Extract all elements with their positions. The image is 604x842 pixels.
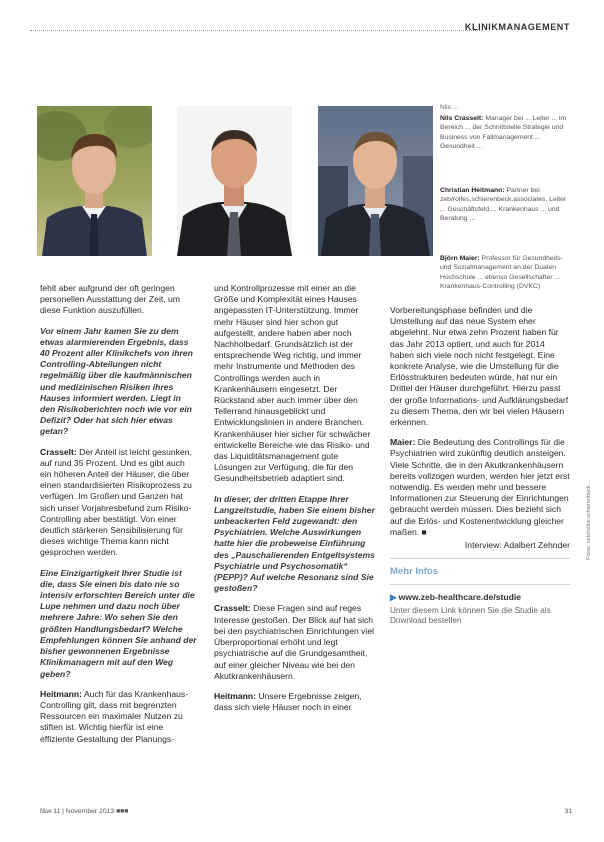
- caption-label: Nils ...: [440, 104, 459, 111]
- portrait-photo-3: [318, 106, 433, 256]
- caption-text: Partner bei zeb/rolfes.schierenbeck.associates, Leiter ... Geschäftsfeld ... Krankenhaus ... und Beratung ...: [440, 187, 567, 222]
- interviewer-credit: Interview: Adalbert Zehnder: [464, 540, 570, 551]
- caption-maier: [440, 254, 572, 291]
- interview-answer: [40, 447, 198, 559]
- interview-answer: [214, 691, 377, 713]
- arrow-right-icon: ▶: [390, 592, 397, 603]
- caption-heitmann: [440, 186, 572, 223]
- end-mark: ■: [421, 526, 427, 537]
- paragraph: und Kontrollprozesse mit einer an die Größe und Komplexität eines Hauses angepassten IT-Unterstützung. Immer mehr Häuser sind hier schon gut aufgestellt, andere haben aber noch Nachholbedarf. Grundsätzlich ist der entsprechende Weg richtig, und immer mehr Instrumente und Methoden des Controllings werden auch in Krankenhäusern eingesetzt. Der Rückstand aber auch immer über den Tellerrand hinausgeblickt und Entwicklungslinien in andere Branchen. Krankenhäuser hier sicher für schwächer entwickelte Bereiche wie das Risiko- und das Liquiditätsmanagement gute Lösungen zur Verfügung, die für den Gesundheitsbetrieb adaptiert sind.: [214, 283, 371, 484]
- caption-name: Christian Heitmann:: [440, 187, 505, 194]
- answer-text: Die Bedeutung des Controllings für die Psychiatrien wird zukünftig deutlich ansteigen. Viele Schritte, die in den Akutkrankenhäusern bereits vollzogen wurden, werden hier jetzt erst notwendig. Es werden mehr und bessere Informationen zur Steuerung der Einrichtungen gebraucht werden müssen. Dies bezieht sich auf die Erlös- und Kostenentwicklung gleicher maßen.: [390, 437, 570, 537]
- section-rubric: KLINIKMANAGEMENT: [464, 22, 570, 32]
- divider: [390, 584, 570, 585]
- photo-credit: Fotos: zeb/rolfes.schierenbeck...: [586, 480, 592, 560]
- paragraph: Vorbereitungsphase befinden und die Umstellung auf das neue System eher abgelehnt. Nur etwa zehn Prozent haben für das Jahr 2013 optiert, und auch für 2014 haben sich viele noch nicht festgelegt. Eine konkrete Analyse, wie die Umstellung für die Erlösstrukturen bedeuten würde, hat nur ein Drittel der Häuser durchgeführt. Hierzu passt der große Informations- und Aufklärungsbedarf zu diesem Thema, den wir bei vielen Häusern erkennen.: [390, 305, 569, 428]
- interview-question: Eine Einzigartigkeit Ihrer Studie ist die, dass Sie einen bis dato nie so intensiv erforschten Bereich unter die Lupe nehmen und dazu noch über mehrere Jahre: Wo sehen Sie den größten Handlungsbedarf? Welche Empfehlungen können Sie anhand der bisher gewonnenen Ergebnisse Klinikmanagern mit auf den Weg geben?: [40, 567, 197, 679]
- page-footer: [40, 808, 572, 820]
- page-number: 31: [564, 808, 572, 815]
- answer-text: Diese Fragen sind auf reges Interesse gestoßen. Der Blick auf hat sich bei den psychiatrischen Einrichtungen viel Überproportional erhöht und legt psychiatrische auf die Grundgesamtheit, auf einer gleicher Niveau wie bei den Akutkrankenhäusern.: [214, 603, 375, 681]
- more-info-link[interactable]: [390, 592, 570, 603]
- answer-text: Unsere Ergebnisse zeigen, dass sich viele Häuser noch in einer: [214, 690, 362, 713]
- divider: [390, 558, 570, 559]
- interview-question: In dieser, der dritten Etappe Ihrer Langzeitstudie, haben Sie einem bisher unbeackerten Feld zugewandt: den Psychiatrien. Welche Auswirkungen hatte hier die probeweise Einführung des „Pauschalierenden Entgeltsystems Psychiatrie und Psychosomatik“ (PEPP)? Auf welche Resonanz sind Sie gestoßen?: [214, 493, 375, 594]
- paragraph: fehlt aber aufgrund der oft geringen personellen Ausstattung der Zeit, um diese Funktion auszufüllen.: [40, 283, 180, 316]
- interview-answer: [390, 437, 570, 538]
- link-text[interactable]: www.zeb-healthcare.de/studie: [398, 592, 522, 603]
- speaker: Crasselt:: [40, 446, 77, 457]
- more-info-title: Mehr Infos: [390, 566, 439, 578]
- portrait-photo-1: [37, 106, 152, 256]
- caption-name: Nils Crasselt:: [440, 115, 484, 122]
- caption-crasselt: [440, 114, 572, 151]
- answer-text: Auch für das Krankenhaus-Controlling gilt, dass mit begrenzten Ressourcen ein maximaler Nutzen zu stiften ist. Wichtig hierfür ist eine effiziente Gestaltung der Planungs-: [40, 688, 189, 744]
- interview-answer: [214, 603, 377, 681]
- caption-text: Manager bei ... Leiter ... im Bereich ... der Schnittstelle Strategie und Business von Fallmanagement ... Gesundheit ...: [440, 115, 567, 150]
- portrait-photo-2: [177, 106, 292, 256]
- interview-answer: [40, 689, 198, 745]
- header-rule: [30, 30, 482, 31]
- speaker: Maier:: [390, 437, 416, 448]
- caption-text: Professor für Gesundheits- und Sozialmanagement an der Dualen Hochschule ... ebenso Gesellschafter ... Krankenhaus-Controlling (DVKC): [440, 255, 563, 290]
- text-column-1: [40, 283, 198, 754]
- speaker: Crasselt:: [214, 603, 251, 614]
- text-column-3: [390, 305, 570, 627]
- page-header: [30, 22, 570, 38]
- interview-question: Vor einem Jahr kamen Sie zu dem etwas alarmierenden Ergebnis, dass 40 Prozent aller Klinikchefs von ihren Controlling-Abteilungen nicht regelmäßig über die kaufmännischen und medizinischen Risiken ihres Hauses informiert werden. Liegt in den Risikoberichten noch wie vor ein Defizit? Oder hat sich hier etwas getan?: [40, 325, 193, 437]
- issue-info: f&w 11 | November 2013 ■■■: [40, 808, 129, 815]
- caption-name: Björn Maier:: [440, 255, 480, 262]
- more-info-note: Unter diesem Link können Sie die Studie als Download bestellen: [390, 605, 551, 626]
- text-column-2: [214, 283, 377, 722]
- speaker: Heitmann:: [214, 690, 257, 701]
- speaker: Heitmann:: [40, 688, 83, 699]
- answer-text: Der Anteil ist leicht gesunken, auf rund 35 Prozent. Und es gibt auch ein höheren Anteil der Häuser, die über einen standardisierten Risikoprozess zu verfügen. Im Großen und Ganzen hat sich unser Vorjahresbefund zum Risiko-Controlling aber bestätigt. Von einer deutlich stärkeren Sensibilisierung für dieses wichtige Thema kann nicht gesprochen werden.: [40, 446, 192, 558]
